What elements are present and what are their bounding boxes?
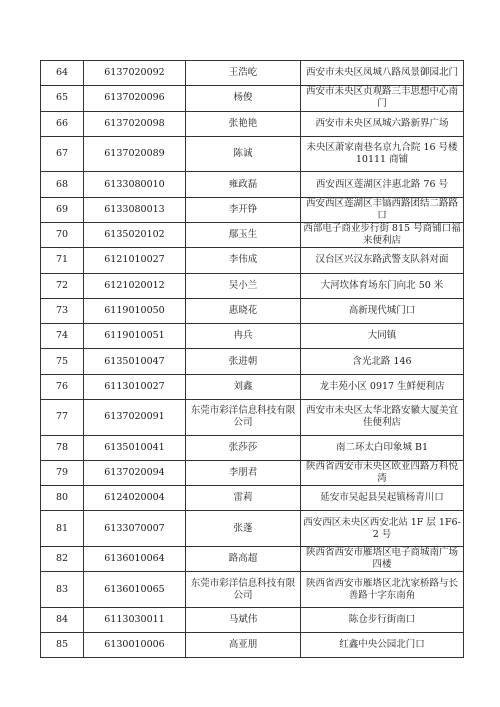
row-number-cell: 81 xyxy=(41,511,84,547)
row-number-cell: 74 xyxy=(41,324,84,349)
outlet-id-cell: 6137020098 xyxy=(84,111,186,136)
address-cell: 延安市吴起县吴起镇杨青川口 xyxy=(301,486,464,511)
address-cell: 西部电子商业步行街 815 号商铺口福来便利店 xyxy=(301,222,464,247)
holder-name-cell: 吴小兰 xyxy=(186,273,301,298)
holder-name-cell: 鄢玉生 xyxy=(186,222,301,247)
row-number-cell: 64 xyxy=(41,61,84,86)
table-row xyxy=(41,61,464,86)
table-row xyxy=(41,460,464,485)
address-cell: 西安市未央区贞观路三丰思想中心南门 xyxy=(301,86,464,111)
holder-name-cell: 马斌伟 xyxy=(186,607,301,632)
holder-name-cell: 雷莉 xyxy=(186,486,301,511)
outlet-id-cell: 6133070007 xyxy=(84,511,186,547)
address-cell: 西安西区未央区西安北站 1F 层 1F6-2 号 xyxy=(301,511,464,547)
table-row xyxy=(41,633,464,658)
row-number-cell: 85 xyxy=(41,633,84,658)
holder-name-cell: 李开铮 xyxy=(186,197,301,222)
table-row xyxy=(41,172,464,197)
row-number-cell: 79 xyxy=(41,460,84,485)
holder-name-cell: 刘鑫 xyxy=(186,374,301,399)
row-number-cell: 72 xyxy=(41,273,84,298)
row-number-cell: 76 xyxy=(41,374,84,399)
table-row xyxy=(41,572,464,608)
address-cell: 陕西省西安市未央区欧亚四路万科悦湾 xyxy=(301,460,464,485)
address-cell: 未央区萧家南巷名京九合院 16 号楼 10111 商铺 xyxy=(301,136,464,172)
holder-name-cell: 高亚朋 xyxy=(186,633,301,658)
row-number-cell: 84 xyxy=(41,607,84,632)
outlet-id-cell: 6137020096 xyxy=(84,86,186,111)
row-number-cell: 75 xyxy=(41,349,84,374)
address-cell: 汉台区兴汉东路武警支队斜对面 xyxy=(301,248,464,273)
address-cell: 陈仓步行街南口 xyxy=(301,607,464,632)
row-number-cell: 67 xyxy=(41,136,84,172)
table-row xyxy=(41,486,464,511)
outlet-id-cell: 6135020102 xyxy=(84,222,186,247)
row-number-cell: 80 xyxy=(41,486,84,511)
outlet-id-cell: 6135010047 xyxy=(84,349,186,374)
row-number-cell: 73 xyxy=(41,298,84,323)
address-cell: 大河坎体育场东门向北 50 米 xyxy=(301,273,464,298)
outlet-id-cell: 6136010065 xyxy=(84,572,186,608)
row-number-cell: 68 xyxy=(41,172,84,197)
table-row xyxy=(41,349,464,374)
holder-name-cell: 张进朝 xyxy=(186,349,301,374)
outlet-id-cell: 6130010006 xyxy=(84,633,186,658)
address-cell: 高新现代城门口 xyxy=(301,298,464,323)
table-row xyxy=(41,511,464,547)
holder-name-cell: 东莞市彩洋信息科技有限公司 xyxy=(186,572,301,608)
table-row xyxy=(41,607,464,632)
holder-name-cell: 东莞市彩洋信息科技有限公司 xyxy=(186,400,301,436)
outlet-id-cell: 6133080013 xyxy=(84,197,186,222)
table-row xyxy=(41,248,464,273)
row-number-cell: 65 xyxy=(41,86,84,111)
address-cell: 红鑫中央公园北门口 xyxy=(301,633,464,658)
holder-name-cell: 杨俊 xyxy=(186,86,301,111)
outlet-table-body xyxy=(41,61,464,658)
address-cell: 陕西省西安市雁塔区北沈家桥路与长善路十字东南角 xyxy=(301,572,464,608)
outlet-id-cell: 6113010027 xyxy=(84,374,186,399)
row-number-cell: 82 xyxy=(41,546,84,571)
row-number-cell: 71 xyxy=(41,248,84,273)
row-number-cell: 78 xyxy=(41,435,84,460)
table-row xyxy=(41,400,464,436)
outlet-id-cell: 6113030011 xyxy=(84,607,186,632)
row-number-cell: 69 xyxy=(41,197,84,222)
holder-name-cell: 冉兵 xyxy=(186,324,301,349)
address-cell: 西安市未央区太华北路安徽大厦美宜佳便利店 xyxy=(301,400,464,436)
address-cell: 南二环太白印象城 B1 xyxy=(301,435,464,460)
holder-name-cell: 张蓬 xyxy=(186,511,301,547)
table-row xyxy=(41,136,464,172)
row-number-cell: 66 xyxy=(41,111,84,136)
outlet-id-cell: 6133080010 xyxy=(84,172,186,197)
table-row xyxy=(41,298,464,323)
address-cell: 龙丰苑小区 0917 生鲜便利店 xyxy=(301,374,464,399)
holder-name-cell: 王浩屹 xyxy=(186,61,301,86)
outlet-id-cell: 6137020092 xyxy=(84,61,186,86)
holder-name-cell: 陈诚 xyxy=(186,136,301,172)
outlet-id-cell: 6137020091 xyxy=(84,400,186,436)
address-cell: 西安西区莲湖区沣惠北路 76 号 xyxy=(301,172,464,197)
outlet-id-cell: 6137020089 xyxy=(84,136,186,172)
table-row xyxy=(41,273,464,298)
table-row xyxy=(41,374,464,399)
address-cell: 西安西区莲湖区丰镐西路团结二路路口 xyxy=(301,197,464,222)
holder-name-cell: 李伟成 xyxy=(186,248,301,273)
table-row xyxy=(41,86,464,111)
address-cell: 陕西省西安市雁塔区电子商城南广场四楼 xyxy=(301,546,464,571)
row-number-cell: 77 xyxy=(41,400,84,436)
table-row xyxy=(41,546,464,571)
table-row xyxy=(41,111,464,136)
table-row xyxy=(41,222,464,247)
address-cell: 含光北路 146 xyxy=(301,349,464,374)
table-row xyxy=(41,197,464,222)
outlet-id-cell: 6121020012 xyxy=(84,273,186,298)
row-number-cell: 83 xyxy=(41,572,84,608)
holder-name-cell: 张莎莎 xyxy=(186,435,301,460)
outlet-id-cell: 6121010027 xyxy=(84,248,186,273)
address-cell: 西安市未央区凤城六路新界广场 xyxy=(301,111,464,136)
outlet-id-cell: 6119010051 xyxy=(84,324,186,349)
outlet-table xyxy=(40,60,464,658)
outlet-id-cell: 6136010064 xyxy=(84,546,186,571)
holder-name-cell: 雍政磊 xyxy=(186,172,301,197)
row-number-cell: 70 xyxy=(41,222,84,247)
holder-name-cell: 张艳艳 xyxy=(186,111,301,136)
outlet-id-cell: 6137020094 xyxy=(84,460,186,485)
outlet-id-cell: 6135010041 xyxy=(84,435,186,460)
outlet-id-cell: 6119010050 xyxy=(84,298,186,323)
address-cell: 大同镇 xyxy=(301,324,464,349)
address-cell: 西安市未央区凤城八路凤景御园北门 xyxy=(301,61,464,86)
table-row xyxy=(41,324,464,349)
holder-name-cell: 李朋君 xyxy=(186,460,301,485)
table-row xyxy=(41,435,464,460)
outlet-id-cell: 6124020004 xyxy=(84,486,186,511)
holder-name-cell: 路高超 xyxy=(186,546,301,571)
holder-name-cell: 惠晓花 xyxy=(186,298,301,323)
